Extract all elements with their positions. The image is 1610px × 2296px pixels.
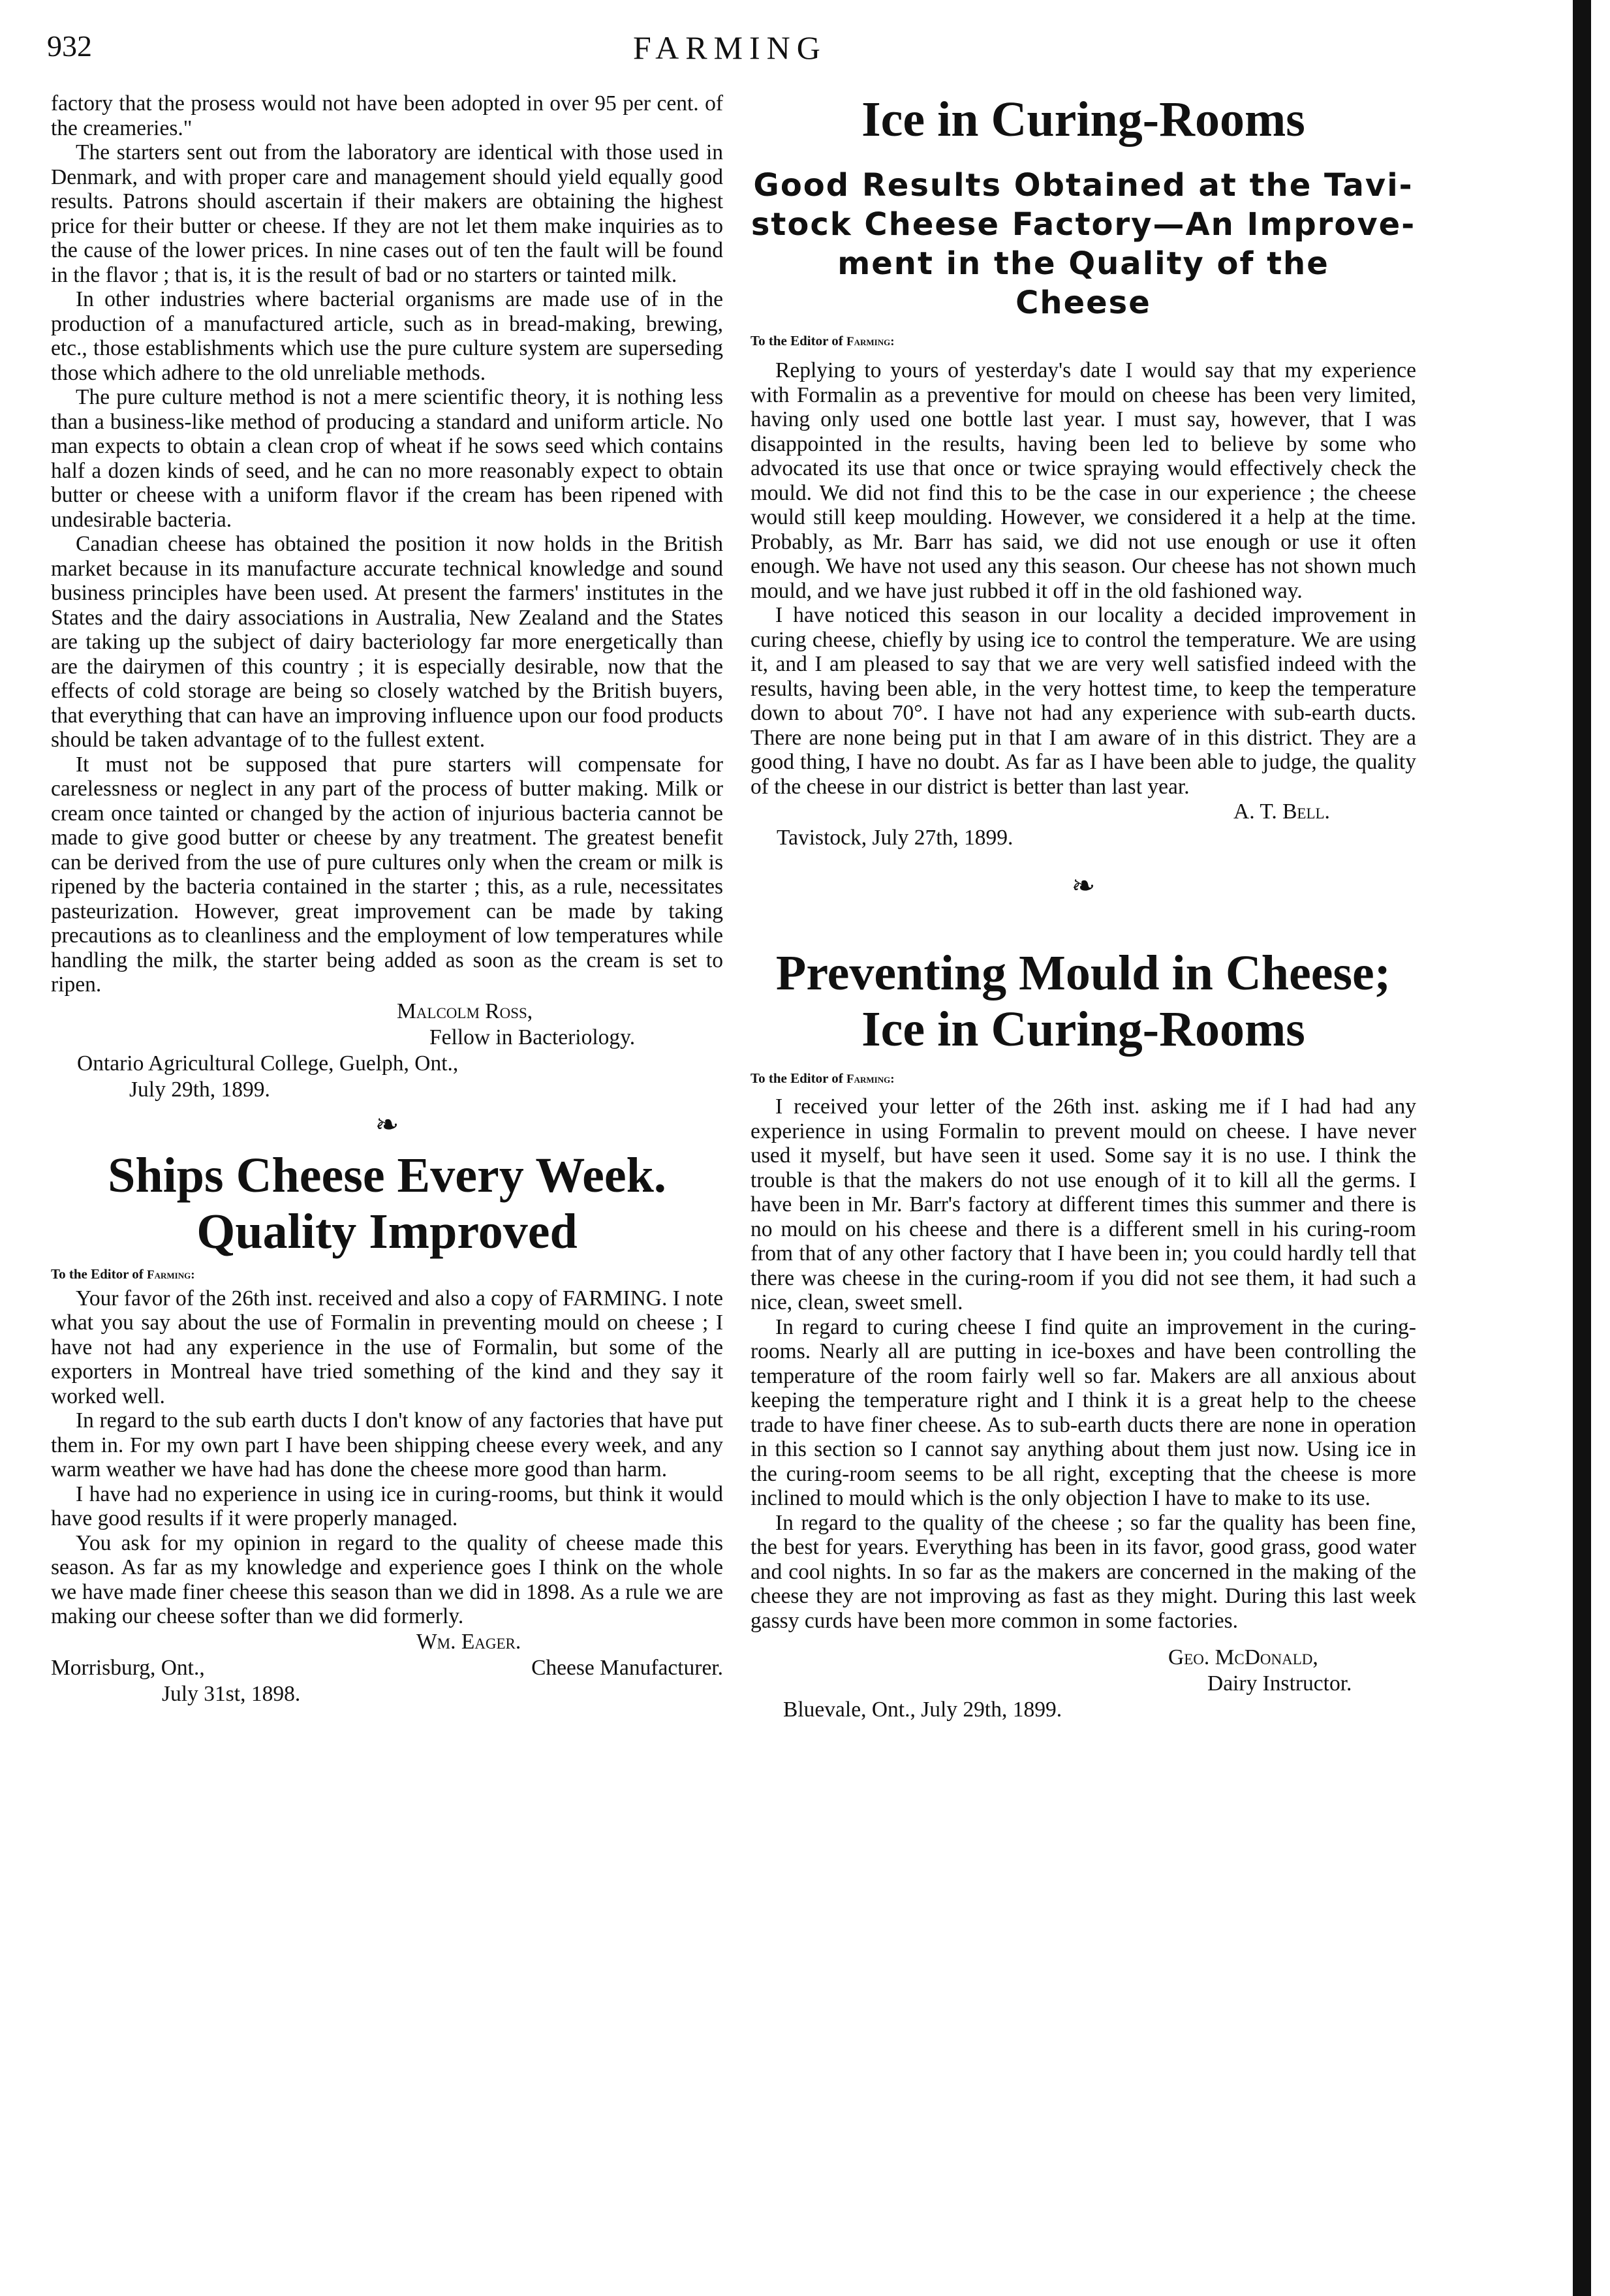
to-editor-line bbox=[751, 1070, 1416, 1087]
ornament-icon: ❧ bbox=[375, 1108, 399, 1141]
article-paragraph: I have noticed this season in our locality a decided improvement in curing cheese, chiefly by using ice to control the temperature. We are using it, and I am pleased to say that we are very well satisfied indeed with the results, having been able, in the very hottest time, to keep the temperature down to about 70°. I have not had any experience with sub-earth ducts. There are none being put in that I am aware of in this district. They are a good thing, I have no doubt. As far as I have been able to judge, the quality of the cheese in our district is better than last year. bbox=[751, 603, 1416, 799]
to-editor-line bbox=[51, 1266, 723, 1282]
article-subtitle bbox=[751, 166, 1416, 322]
signature-place-date: Tavistock, July 27th, 1899. bbox=[777, 826, 1014, 850]
article-title-line: Ice in Curing-Rooms bbox=[861, 1002, 1305, 1057]
right-column bbox=[751, 91, 1416, 1723]
signature-title: Dairy Instructor. bbox=[1207, 1671, 1352, 1696]
signature-name: Malcolm Ross, bbox=[397, 999, 533, 1023]
article-paragraph: You ask for my opinion in regard to the quality of cheese made this season. As far as my knowledge and experience goes I think on the whole we have made finer cheese this season than we did in 1898. As a rule we are making our cheese softer than we did formerly. bbox=[51, 1530, 723, 1628]
signature-name: Wm. Eager. bbox=[416, 1629, 521, 1654]
article-title bbox=[751, 945, 1416, 1057]
page-number: 932 bbox=[47, 29, 92, 63]
to-editor-publication: Farming: bbox=[846, 1072, 895, 1086]
to-editor-prefix: To the Editor of bbox=[51, 1265, 144, 1282]
running-title: FARMING bbox=[633, 29, 827, 66]
signature-place: Morrisburg, Ont., bbox=[51, 1655, 205, 1680]
to-editor-publication: Farming: bbox=[846, 335, 895, 349]
signature-row bbox=[51, 1655, 723, 1681]
article-paragraph: Your favor of the 26th inst. received and also a copy of FARMING. I note what you say about the use of Formalin in preventing mould on cheese ; I have not had any experience in the use of Formalin, but some of the exporters in Montreal have tried something of the kind and they say it worked well. bbox=[51, 1286, 723, 1408]
article-title: Ice in Curing-Rooms bbox=[861, 92, 1305, 147]
continued-paragraph: It must not be supposed that pure starters will compensate for carelessness or neglect in any part of the process of butter making. Milk or cream once tainted or changed by the action of injurious bacteria cannot be made to give good butter or cheese by any treatment. The greatest benefit can be derived from the use of pure cultures only when the cream or milk is ripened by the bacteria contained in the starter ; this, as a rule, necessitates pasteurization. However, great improvement can be made by taking precautions as to cleanliness and the employment of low temperatures while handling the milk, the starter being added as soon as the cream is set to ripen. bbox=[51, 752, 723, 997]
to-editor-prefix: To the Editor of bbox=[751, 1070, 843, 1086]
article-subtitle-line: Good Results Obtained at the Tavi- bbox=[753, 167, 1414, 204]
continued-paragraph: factory that the prosess would not have been adopted in over 95 per cent. of the creameries." bbox=[51, 91, 723, 140]
article-title-line: Preventing Mould in Cheese; bbox=[775, 946, 1391, 1001]
article-paragraph: In regard to curing cheese I find quite an improvement in the curing-rooms. Nearly all are putting in ice-boxes and have been controlling the temperature of the room fairly well so far. Makers are all anxious about keeping the temperature right and I think it is a great help to the cheese trade to have finer cheese. As to sub-earth ducts there are none in operation in this section so I cannot say anything about them just now. Using ice in the curing-room seems to be all right, excepting that the cheese is more inclined to mould which is the only objection I have to make to its use. bbox=[751, 1314, 1416, 1510]
signature-title: Fellow in Bacteriology. bbox=[429, 1025, 636, 1049]
article-title bbox=[51, 1147, 723, 1260]
signature-block bbox=[51, 999, 723, 1103]
signature-name: Geo. McDonald, bbox=[1168, 1645, 1318, 1669]
signature-block bbox=[751, 799, 1416, 851]
article-subtitle-line: stock Cheese Factory—An Improve- bbox=[751, 206, 1416, 243]
article-paragraph: In regard to the sub earth ducts I don't know of any factories that have put them in. For my own part I have been shipping cheese every week, and any warm weather we have had has done the cheese more good than harm. bbox=[51, 1408, 723, 1482]
page-edge-rule bbox=[1573, 0, 1591, 2296]
signature-name: A. T. Bell. bbox=[1233, 799, 1330, 824]
article-subtitle-line: Cheese bbox=[1015, 285, 1151, 321]
article-title-line: Ships Cheese Every Week. bbox=[108, 1147, 666, 1203]
ornament-icon: ❧ bbox=[1071, 870, 1096, 902]
signature-title: Cheese Manufacturer. bbox=[531, 1655, 723, 1680]
continued-paragraph: In other industries where bacterial organisms are made use of in the production of a manufactured article, such as in bread-making, brewing, etc., those establishments which use the pure culture system are superseding those which adhere to the old unreliable methods. bbox=[51, 287, 723, 385]
signature-place-date: Bluevale, Ont., July 29th, 1899. bbox=[783, 1698, 1062, 1722]
article-paragraph: I received your letter of the 26th inst. asking me if I had had any experience in using Formalin to prevent mould on cheese. I have never used it myself, but have seen it used. Some say it is no use. I think the trouble is that the makers do not use enough of it to kill all the germs. I have been in Mr. Barr's factory at different times this summer and there is no mould on his cheese and there is a different smell in his curing-room from that of any other factory that I have been in; you could hardly tell that there was cheese in the curing-room if you did not see them, it had such a nice, clean, sweet smell. bbox=[751, 1094, 1416, 1314]
article-paragraph: In regard to the quality of the cheese ; so far the quality has been fine, the best for years. Everything has been in its favor, good grass, good water and cool nights. In so far as the makers are concerned in the making of the cheese they are not improving as fast as they might. During this last week gassy curds have been more common in some factories. bbox=[751, 1510, 1416, 1633]
continued-paragraph: The pure culture method is not a mere scientific theory, it is nothing less than a business-like method of producing a standard and uniform article. No man expects to obtain a clean crop of wheat if he sows seed which contains half a dozen kinds of seed, and he can no more reasonably expect to obtain butter or cheese with a uniform flavor if the cream has been ripened with undesirable bacteria. bbox=[51, 385, 723, 532]
signature-place: Ontario Agricultural College, Guelph, Ont., bbox=[77, 1051, 459, 1076]
article-title-line: Quality Improved bbox=[196, 1203, 578, 1259]
article-paragraph: I have had no experience in using ice in curing-rooms, but think it would have good results if it were properly managed. bbox=[51, 1482, 723, 1530]
left-column bbox=[51, 91, 723, 1707]
continued-paragraph: Canadian cheese has obtained the position it now holds in the British market because in its manufacture accurate technical knowledge and sound business principles have been used. At present the farmers' institutes in the States and the dairy associations in Australia, New Zealand and the States are taking up the subject of dairy bacteriology far more energetically than are the dairymen of this country ; it is especially desirable, now that the effects of cold storage are being so closely watched by the British buyers, that everything that can have an improving influence upon our food products should be taken advantage of to the fullest extent. bbox=[51, 532, 723, 752]
signature-date: July 29th, 1899. bbox=[129, 1077, 270, 1102]
article-paragraph: Replying to yours of yesterday's date I would say that my experience with Formalin as a preventive for mould on cheese has been very limited, having only used one bottle last year. I must say, however, that I was disappointed in the results, having been led to believe by some who advocated its use that once or twice spraying would effectively check the mould. We did not find this to be the case in our experience ; the cheese would still keep moulding. However, we considered it a help at the time. Probably, as Mr. Barr has said, we did not use enough or use it often enough. We have not used any this season. Our cheese has not shown much mould, and we have just rubbed it off in the old fashioned way. bbox=[751, 358, 1416, 603]
signature-date: July 31st, 1898. bbox=[162, 1681, 301, 1706]
article-subtitle-line: ment in the Quality of the bbox=[837, 245, 1329, 282]
signature-block bbox=[51, 1629, 723, 1707]
to-editor-prefix: To the Editor of bbox=[751, 333, 843, 349]
signature-block bbox=[751, 1645, 1416, 1723]
to-editor-publication: Farming: bbox=[147, 1267, 195, 1282]
continued-paragraph: The starters sent out from the laboratory are identical with those used in Denmark, and with proper care and management should yield equally good results. Patrons should ascertain if their makers are obtaining the highest price for their butter or cheese. If they are not let them make inquiries as to the cause of the lower prices. In nine cases out of ten the fault will be found in the flavor ; that is, it is the result of bad or no starters or tainted milk. bbox=[51, 140, 723, 287]
to-editor-line bbox=[751, 333, 1416, 349]
